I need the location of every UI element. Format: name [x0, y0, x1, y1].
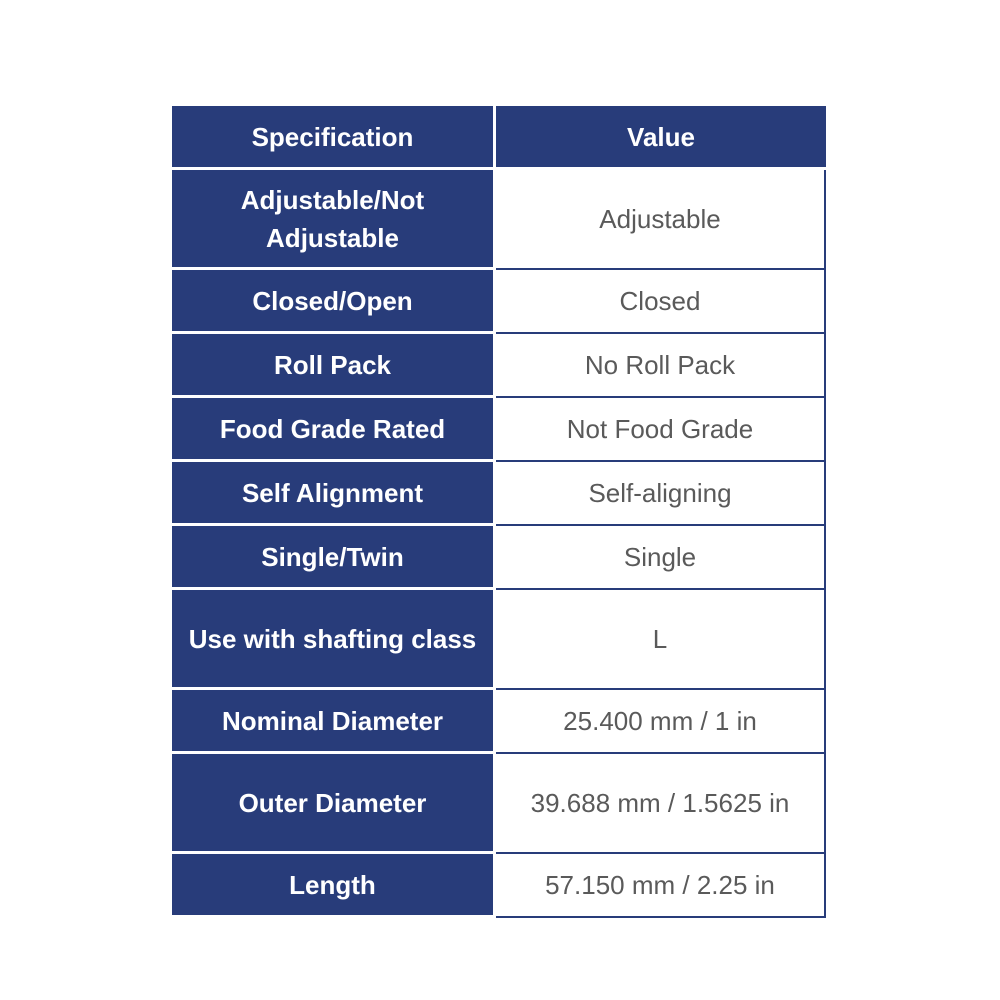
- table-row: [172, 170, 826, 270]
- spec-label: Self Alignment: [172, 462, 496, 526]
- spec-label: Outer Diameter: [172, 754, 496, 854]
- spec-value: Closed: [496, 270, 826, 334]
- table-row: [172, 590, 826, 690]
- specification-table: [172, 106, 826, 918]
- spec-value: 39.688 mm / 1.5625 in: [496, 754, 826, 854]
- table-header-row: [172, 106, 826, 170]
- spec-value: Not Food Grade: [496, 398, 826, 462]
- header-value: Value: [496, 106, 826, 170]
- spec-label: Single/Twin: [172, 526, 496, 590]
- spec-label: Roll Pack: [172, 334, 496, 398]
- table-row: [172, 854, 826, 918]
- spec-label: Use with shafting class: [172, 590, 496, 690]
- table-row: [172, 334, 826, 398]
- spec-value: Single: [496, 526, 826, 590]
- table-row: [172, 690, 826, 754]
- spec-value: 57.150 mm / 2.25 in: [496, 854, 826, 918]
- spec-value: 25.400 mm / 1 in: [496, 690, 826, 754]
- header-specification: Specification: [172, 106, 496, 170]
- spec-label: Nominal Diameter: [172, 690, 496, 754]
- table-row: [172, 398, 826, 462]
- spec-value: Self-aligning: [496, 462, 826, 526]
- table-row: [172, 270, 826, 334]
- spec-label: Food Grade Rated: [172, 398, 496, 462]
- table-row: [172, 462, 826, 526]
- spec-label: Closed/Open: [172, 270, 496, 334]
- spec-label: Length: [172, 854, 496, 918]
- spec-value: Adjustable: [496, 170, 826, 270]
- table-row: [172, 754, 826, 854]
- spec-label: Adjustable/Not Adjustable: [172, 170, 496, 270]
- spec-value: L: [496, 590, 826, 690]
- table-row: [172, 526, 826, 590]
- spec-value: No Roll Pack: [496, 334, 826, 398]
